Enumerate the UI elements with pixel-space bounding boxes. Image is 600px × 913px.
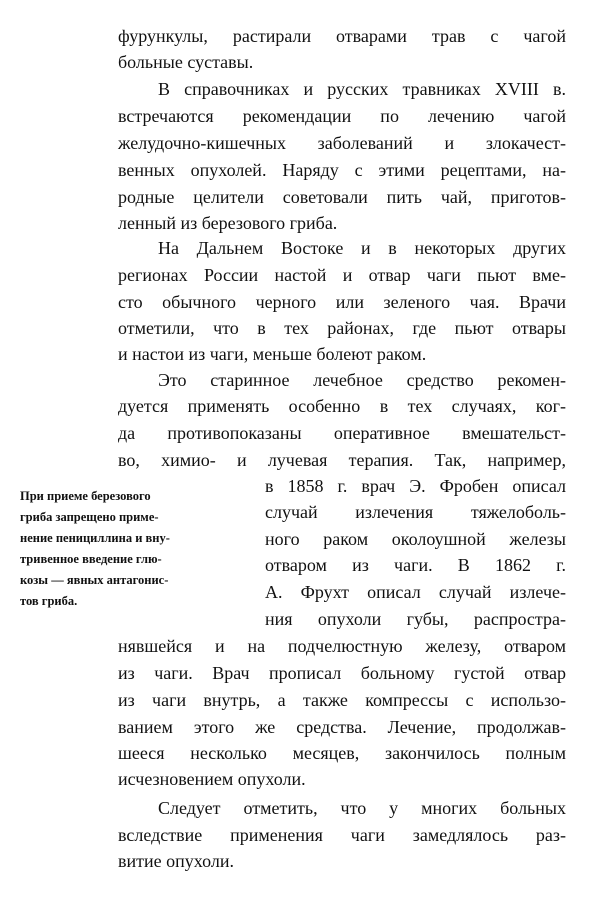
text-line: ния опухоли губы, распростра- (265, 609, 566, 629)
margin-note-line: тов гриба. (20, 594, 78, 608)
text-line: случай излечения тяжелоболь- (265, 502, 566, 522)
text-line: фурункулы, растирали отварами трав с чагой (118, 26, 566, 46)
text-line: В справочниках и русских травниках XVIII в. (158, 79, 566, 99)
text-line: отметили, что в тех районах, где пьют отвары (118, 318, 566, 338)
margin-note-line: тривенное введение глю- (20, 552, 162, 566)
text-line: из чаги. Врач прописал больному густой отвар (118, 663, 566, 683)
text-line: сто обычного черного или зеленого чая. Врачи (118, 292, 566, 312)
text-line: встречаются рекомендации по лечению чагой (118, 106, 566, 126)
margin-note (20, 486, 232, 612)
text-line: во, химио- и лучевая терапия. Так, например, (118, 450, 566, 470)
margin-note-line: При приеме березового (20, 489, 151, 503)
text-line: в 1858 г. врач Э. Фробен описал (265, 476, 566, 496)
text-line: витие опухоли. (118, 851, 234, 871)
text-line: родные целители советовали пить чай, приготов- (118, 187, 566, 207)
text-line: больные суставы. (118, 52, 254, 72)
text-line: шееся несколько месяцев, закончилось полным (118, 743, 566, 763)
text-line: из чаги внутрь, а также компрессы с использо- (118, 690, 566, 710)
text-line: ного раком околоушной железы (265, 529, 566, 549)
margin-note-line: козы — явных антагонис- (20, 573, 169, 587)
text-line: дуется применять особенно в тех случаях, ког- (118, 396, 566, 416)
text-line: ленный из березового гриба. (118, 213, 338, 233)
text-line: и настои из чаги, меньше болеют раком. (118, 344, 427, 364)
text-line: желудочно-кишечных заболеваний и злокачест- (118, 133, 566, 153)
text-line: Следует отметить, что у многих больных (158, 798, 566, 818)
text-line: На Дальнем Востоке и в некоторых других (158, 238, 566, 258)
text-line: исчезновением опухоли. (118, 769, 306, 789)
text-line: вследствие применения чаги замедлялось раз- (118, 825, 566, 845)
text-line: регионах России настой и отвар чаги пьют вме- (118, 265, 566, 285)
text-line: да противопоказаны оперативное вмешательст- (118, 423, 566, 443)
text-line: нявшейся и на подчелюстную железу, отваром (118, 636, 566, 656)
text-line: А. Фрухт описал случай излече- (265, 582, 566, 602)
margin-note-line: гриба запрещено приме- (20, 510, 159, 524)
text-line: венных опухолей. Наряду с этими рецептами, на- (118, 160, 566, 180)
text-line: Это старинное лечебное средство рекомен- (158, 370, 566, 390)
text-line: отваром из чаги. В 1862 г. (265, 555, 566, 575)
margin-note-line: нение пенициллина и вну- (20, 531, 170, 545)
text-line: ванием этого же средства. Лечение, продолжав- (118, 717, 566, 737)
